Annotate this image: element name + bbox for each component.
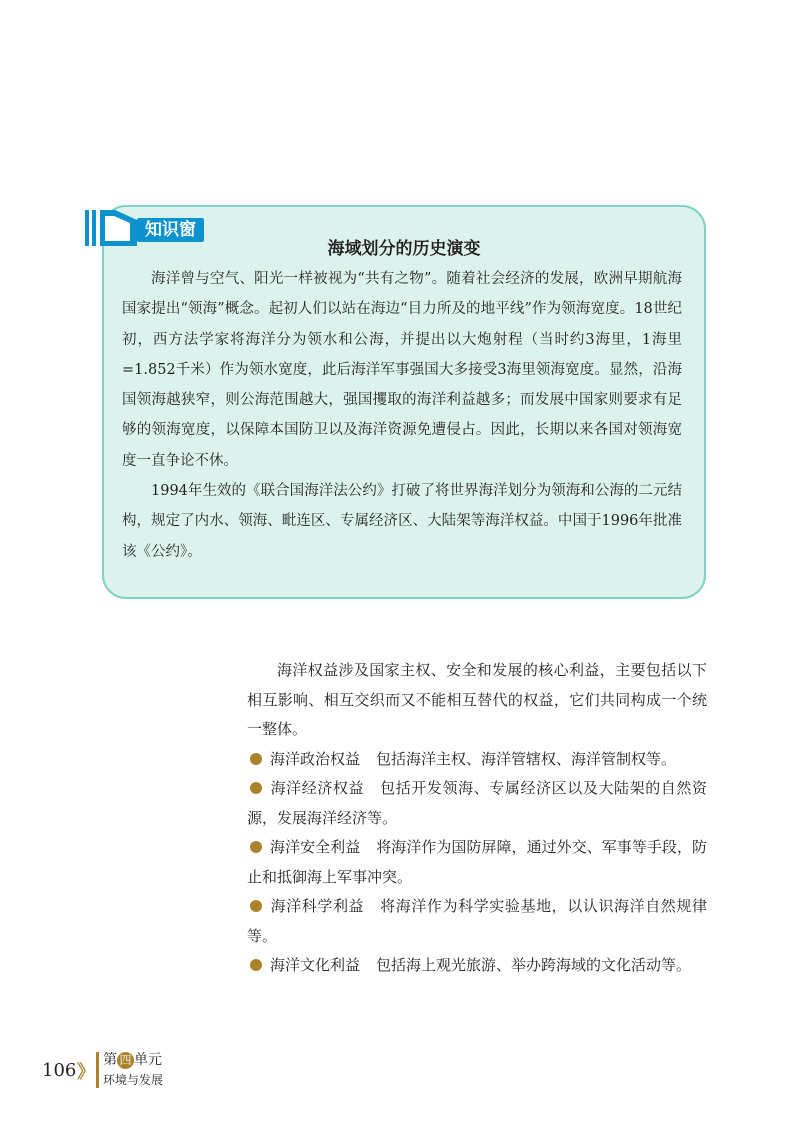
list-item-text: 将海洋作为科学实验基地，以认识海洋自然规律等。 bbox=[247, 897, 707, 945]
unit-number-badge: 四 bbox=[117, 1052, 134, 1069]
bullet-dot-icon bbox=[250, 959, 262, 971]
page-arrows-icon: 》 bbox=[77, 1062, 95, 1083]
page-number: 106 bbox=[42, 1060, 77, 1081]
list-item bbox=[247, 833, 707, 892]
knowledge-window-body bbox=[122, 264, 682, 567]
list-item bbox=[247, 774, 707, 833]
unit-title bbox=[103, 1051, 162, 1069]
list-item-text: 将海洋作为国防屏障，通过外交、军事等手段，防止和抵御海上军事冲突。 bbox=[247, 838, 707, 886]
bullet-dot-icon bbox=[250, 753, 262, 765]
list-item-text: 包括海上观光旅游、举办跨海域的文化活动等。 bbox=[376, 956, 692, 974]
list-item-term: 海洋文化利益 bbox=[270, 956, 361, 974]
list-item bbox=[247, 745, 707, 775]
bullet-dot-icon bbox=[250, 782, 262, 794]
unit-suffix: 单元 bbox=[134, 1052, 162, 1068]
list-item-text: 包括海洋主权、海洋管辖权、海洋管制权等。 bbox=[376, 749, 677, 768]
list-item-term: 海洋科学利益 bbox=[270, 897, 365, 915]
list-item bbox=[247, 951, 707, 981]
list-item-term: 海洋经济权益 bbox=[270, 779, 365, 797]
knowledge-paragraph: 1994年生效的《联合国海洋法公约》打破了将世界海洋划分为领海和公海的二元结构，规定了内水、领海、毗连区、专属经济区、大陆架等海洋权益。中国于1996年批准该《公约》。 bbox=[122, 483, 682, 560]
list-item-text: 包括开发领海、专属经济区以及大陆架的自然资源，发展海洋经济等。 bbox=[247, 779, 707, 827]
footer-divider bbox=[96, 1052, 99, 1088]
list-item-term: 海洋安全利益 bbox=[270, 838, 361, 856]
main-text bbox=[247, 656, 707, 981]
unit-subtitle: 环境与发展 bbox=[103, 1073, 164, 1087]
list-item-term: 海洋政治权益 bbox=[270, 749, 361, 768]
intro-paragraph: 海洋权益涉及国家主权、安全和发展的核心利益，主要包括以下相互影响、相互交织而又不能相互替代的权益，它们共同构成一个统一整体。 bbox=[247, 661, 707, 738]
unit-prefix: 第 bbox=[103, 1052, 117, 1068]
bullet-dot-icon bbox=[250, 900, 262, 912]
list-item bbox=[247, 892, 707, 951]
knowledge-window-label: 知识窗 bbox=[137, 218, 204, 242]
knowledge-window-title: 海域划分的历史演变 bbox=[327, 239, 481, 259]
bullet-dot-icon bbox=[250, 841, 262, 853]
knowledge-paragraph: 海洋曾与空气、阳光一样被视为“共有之物”。随着社会经济的发展，欧洲早期航海国家提出“领海”概念。起初人们以站在海边“目力所及的地平线”作为领海宽度。18世纪初，西方法学家将海洋分为领水和公海，并提出以大炮射程（当时约3海里，1海里=1.852千米）作为领水宽度，此后海洋军事强国大多接受3海里领海宽度。显然，沿海国领海越狭窄，则公海范围越大，强国攫取的海洋利益越多；而发展中国家则要求有足够的领海宽度，以保障本国防卫以及海洋资源免遭侵占。因此，长期以来各国对领海宽度一直争论不休。 bbox=[122, 271, 682, 469]
